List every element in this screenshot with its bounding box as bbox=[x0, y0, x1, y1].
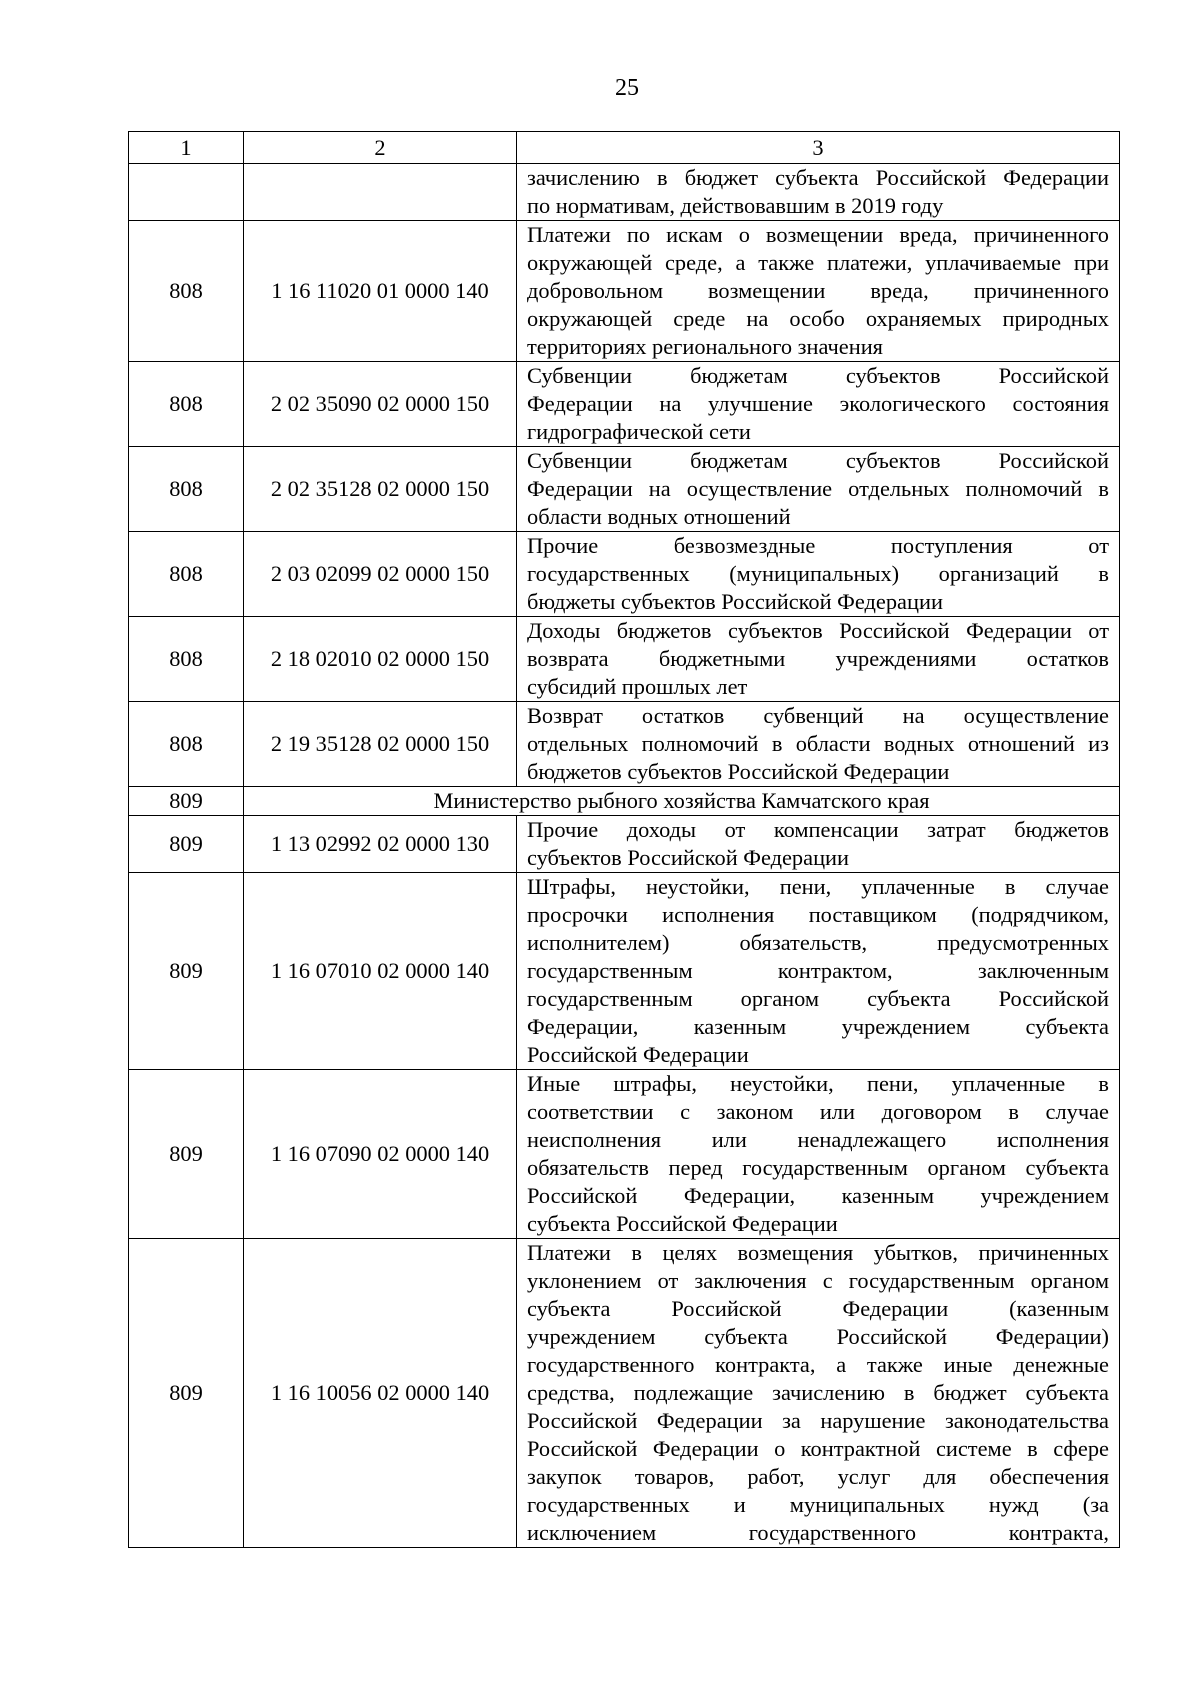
admin-code-cell: 808 bbox=[129, 221, 244, 362]
description-line: неисполнения или ненадлежащего исполнения bbox=[527, 1127, 1109, 1152]
revenue-description-cell bbox=[517, 1239, 1120, 1548]
revenue-description-cell bbox=[517, 1070, 1120, 1239]
description-line: уклонением от заключения с государственным органом bbox=[527, 1268, 1109, 1293]
description-line: субсидий прошлых лет bbox=[527, 674, 748, 699]
budget-classification-code-cell bbox=[244, 164, 517, 221]
budget-classification-code-cell: 2 18 02010 02 0000 150 bbox=[244, 617, 517, 702]
budget-classification-code-cell: 1 16 07010 02 0000 140 bbox=[244, 873, 517, 1070]
budget-revenue-table bbox=[128, 131, 1120, 1548]
description-line: субъекта Российской Федерации (казенным bbox=[527, 1296, 1109, 1321]
budget-classification-code-cell: 2 03 02099 02 0000 150 bbox=[244, 532, 517, 617]
admin-code-cell: 809 bbox=[129, 873, 244, 1070]
budget-classification-code-cell: 2 02 35128 02 0000 150 bbox=[244, 447, 517, 532]
table-row bbox=[129, 221, 1120, 362]
description-line: закупок товаров, работ, услуг для обеспечения bbox=[527, 1464, 1109, 1489]
description-line: Федерации на улучшение экологического состояния bbox=[527, 391, 1109, 416]
table-row bbox=[129, 164, 1120, 221]
admin-code-cell: 808 bbox=[129, 532, 244, 617]
description-line: Платежи в целях возмещения убытков, причиненных bbox=[527, 1240, 1109, 1265]
table-row bbox=[129, 532, 1120, 617]
revenue-description-cell bbox=[517, 816, 1120, 873]
budget-classification-code-cell: 1 16 07090 02 0000 140 bbox=[244, 1070, 517, 1239]
revenue-description-cell bbox=[517, 702, 1120, 787]
admin-code-cell: 809 bbox=[129, 787, 244, 816]
description-line: Субвенции бюджетам субъектов Российской bbox=[527, 448, 1109, 473]
description-line: соответствии с законом или договором в случае bbox=[527, 1099, 1109, 1124]
admin-code-cell: 809 bbox=[129, 1239, 244, 1548]
table-row bbox=[129, 816, 1120, 873]
revenue-description-cell bbox=[517, 221, 1120, 362]
description-line: Платежи по искам о возмещении вреда, причиненного bbox=[527, 222, 1109, 247]
description-line: Иные штрафы, неустойки, пени, уплаченные в bbox=[527, 1071, 1109, 1096]
budget-classification-code-cell: 2 02 35090 02 0000 150 bbox=[244, 362, 517, 447]
admin-code-cell: 809 bbox=[129, 1070, 244, 1239]
table-row bbox=[129, 873, 1120, 1070]
description-line: окружающей среде, а также платежи, уплачиваемые при bbox=[527, 250, 1109, 275]
header-cell-1: 1 bbox=[129, 132, 244, 164]
description-line: Штрафы, неустойки, пени, уплаченные в случае bbox=[527, 874, 1109, 899]
description-line: отдельных полномочий в области водных отношений из bbox=[527, 731, 1109, 756]
table-row bbox=[129, 447, 1120, 532]
revenue-description-cell bbox=[517, 362, 1120, 447]
description-line: Российской Федерации, казенным учреждением bbox=[527, 1183, 1109, 1208]
admin-code-cell: 808 bbox=[129, 702, 244, 787]
description-line: субъекта Российской Федерации bbox=[527, 1211, 838, 1236]
admin-code-cell: 808 bbox=[129, 362, 244, 447]
description-line: просрочки исполнения поставщиком (подрядчиком, bbox=[527, 902, 1109, 927]
description-line: зачислению в бюджет субъекта Российской Федерации bbox=[527, 165, 1109, 190]
description-line: государственных (муниципальных) организаций в bbox=[527, 561, 1109, 586]
description-line: области водных отношений bbox=[527, 504, 791, 529]
description-line: по нормативам, действовавшим в 2019 году bbox=[527, 193, 944, 218]
description-line: Прочие безвозмездные поступления от bbox=[527, 533, 1109, 558]
table-row bbox=[129, 702, 1120, 787]
description-line: Российской Федерации о контрактной системе в сфере bbox=[527, 1436, 1109, 1461]
description-line: Российской Федерации за нарушение законодательства bbox=[527, 1408, 1109, 1433]
description-line: Российской Федерации bbox=[527, 1042, 749, 1067]
header-cell-3: 3 bbox=[517, 132, 1120, 164]
table-header-row bbox=[129, 132, 1120, 164]
budget-classification-code-cell: 1 13 02992 02 0000 130 bbox=[244, 816, 517, 873]
table-row bbox=[129, 617, 1120, 702]
description-line: Федерации, казенным учреждением субъекта bbox=[527, 1014, 1109, 1039]
description-line: государственным контрактом, заключенным bbox=[527, 958, 1109, 983]
description-line: средства, подлежащие зачислению в бюджет субъекта bbox=[527, 1380, 1109, 1405]
revenue-description-cell bbox=[517, 532, 1120, 617]
description-line: территориях регионального значения bbox=[527, 334, 883, 359]
description-line: гидрографической сети bbox=[527, 419, 751, 444]
revenue-description-cell bbox=[517, 447, 1120, 532]
admin-code-cell: 808 bbox=[129, 447, 244, 532]
table-row bbox=[129, 362, 1120, 447]
administrator-name-cell: Министерство рыбного хозяйства Камчатского края bbox=[244, 787, 1120, 816]
description-line: Прочие доходы от компенсации затрат бюджетов bbox=[527, 817, 1109, 842]
description-line: Федерации на осуществление отдельных полномочий в bbox=[527, 476, 1109, 501]
revenue-description-cell bbox=[517, 164, 1120, 221]
description-line: субъектов Российской Федерации bbox=[527, 845, 850, 870]
description-line: государственным органом субъекта Российской bbox=[527, 986, 1109, 1011]
table-row bbox=[129, 1070, 1120, 1239]
admin-code-cell bbox=[129, 164, 244, 221]
description-line: государственного контракта, а также иные денежные bbox=[527, 1352, 1109, 1377]
description-line: добровольном возмещении вреда, причиненного bbox=[527, 278, 1109, 303]
description-line: обязательств перед государственным органом субъекта bbox=[527, 1155, 1109, 1180]
budget-classification-code-cell: 1 16 11020 01 0000 140 bbox=[244, 221, 517, 362]
admin-code-cell: 809 bbox=[129, 816, 244, 873]
revenue-description-cell bbox=[517, 617, 1120, 702]
description-line: бюджетов субъектов Российской Федерации bbox=[527, 759, 950, 784]
budget-classification-code-cell: 1 16 10056 02 0000 140 bbox=[244, 1239, 517, 1548]
description-line: государственных и муниципальных нужд (за bbox=[527, 1492, 1109, 1517]
table-row bbox=[129, 1239, 1120, 1548]
description-line: бюджеты субъектов Российской Федерации bbox=[527, 589, 943, 614]
description-line: учреждением субъекта Российской Федерации) bbox=[527, 1324, 1109, 1349]
description-line: возврата бюджетными учреждениями остатков bbox=[527, 646, 1109, 671]
page-number: 25 bbox=[615, 75, 639, 101]
description-line: исключением государственного контракта, bbox=[527, 1520, 1109, 1545]
description-line: исполнителем) обязательств, предусмотренных bbox=[527, 930, 1109, 955]
description-line: окружающей среде на особо охраняемых природных bbox=[527, 306, 1109, 331]
revenue-description-cell bbox=[517, 873, 1120, 1070]
description-line: Возврат остатков субвенций на осуществление bbox=[527, 703, 1109, 728]
table-row bbox=[129, 787, 1120, 816]
budget-classification-code-cell: 2 19 35128 02 0000 150 bbox=[244, 702, 517, 787]
admin-code-cell: 808 bbox=[129, 617, 244, 702]
description-line: Доходы бюджетов субъектов Российской Федерации от bbox=[527, 618, 1109, 643]
description-line: Субвенции бюджетам субъектов Российской bbox=[527, 363, 1109, 388]
header-cell-2: 2 bbox=[244, 132, 517, 164]
